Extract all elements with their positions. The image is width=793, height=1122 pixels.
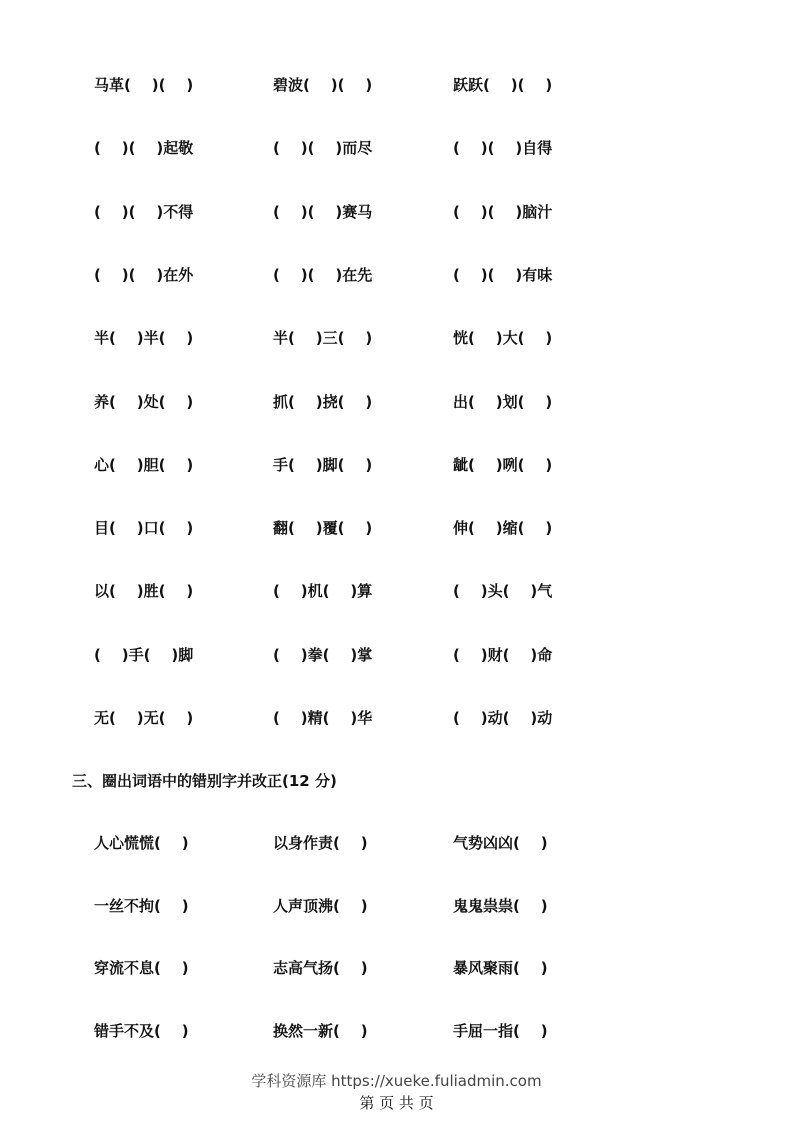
- typo-item: 人声顶沸( ): [273, 897, 368, 915]
- idiom-item: 抓( )挠( ): [273, 393, 373, 411]
- typo-item: 错手不及( ): [94, 1022, 189, 1040]
- idiom-item: 无( )无( ): [94, 709, 194, 727]
- idiom-item: ( )手( )脚: [94, 646, 194, 664]
- idiom-item: 马革( )( ): [94, 76, 194, 94]
- typo-item: 以身作责( ): [273, 834, 368, 852]
- idiom-item: ( )动( )动: [453, 709, 553, 727]
- section-3-title: 三、圈出词语中的错别字并改正(12 分): [72, 772, 337, 790]
- idiom-item: 心( )胆( ): [94, 456, 194, 474]
- idiom-item: ( )机( )算: [273, 582, 373, 600]
- idiom-item: 碧波( )( ): [273, 76, 373, 94]
- idiom-item: 手( )脚( ): [273, 456, 373, 474]
- idiom-item: ( )( )而尽: [273, 139, 373, 157]
- idiom-item: 出( )划( ): [453, 393, 553, 411]
- footer-source-url: 学科资源库 https://xueke.fuliadmin.com: [251, 1072, 542, 1090]
- footer-page-number: 第 页 共 页: [359, 1094, 434, 1112]
- idiom-item: 目( )口( ): [94, 519, 194, 537]
- idiom-item: 养( )处( ): [94, 393, 194, 411]
- idiom-item: ( )( )自得: [453, 139, 553, 157]
- idiom-item: 翻( )覆( ): [273, 519, 373, 537]
- idiom-item: ( )( )在先: [273, 266, 373, 284]
- typo-item: 鬼鬼祟祟( ): [453, 897, 548, 915]
- idiom-item: 半( )三( ): [273, 329, 373, 347]
- idiom-item: ( )( )有味: [453, 266, 553, 284]
- typo-item: 手屈一指( ): [453, 1022, 548, 1040]
- idiom-item: ( )头( )气: [453, 582, 553, 600]
- idiom-item: ( )( )起敬: [94, 139, 194, 157]
- typo-item: 换然一新( ): [273, 1022, 368, 1040]
- idiom-item: 半( )半( ): [94, 329, 194, 347]
- idiom-item: 跃跃( )( ): [453, 76, 553, 94]
- typo-item: 暴风聚雨( ): [453, 959, 548, 977]
- idiom-item: ( )( )脑汁: [453, 203, 553, 221]
- idiom-item: ( )( )赛马: [273, 203, 373, 221]
- idiom-item: 龇( )咧( ): [453, 456, 553, 474]
- idiom-item: ( )拳( )掌: [273, 646, 373, 664]
- idiom-item: 恍( )大( ): [453, 329, 553, 347]
- idiom-item: ( )精( )华: [273, 709, 373, 727]
- typo-item: 气势凶凶( ): [453, 834, 548, 852]
- idiom-item: 伸( )缩( ): [453, 519, 553, 537]
- typo-item: 一丝不拘( ): [94, 897, 189, 915]
- idiom-item: 以( )胜( ): [94, 582, 194, 600]
- typo-item: 人心慌慌( ): [94, 834, 189, 852]
- idiom-item: ( )财( )命: [453, 646, 553, 664]
- typo-item: 志高气扬( ): [273, 959, 368, 977]
- idiom-item: ( )( )不得: [94, 203, 194, 221]
- idiom-item: ( )( )在外: [94, 266, 194, 284]
- typo-item: 穿流不息( ): [94, 959, 189, 977]
